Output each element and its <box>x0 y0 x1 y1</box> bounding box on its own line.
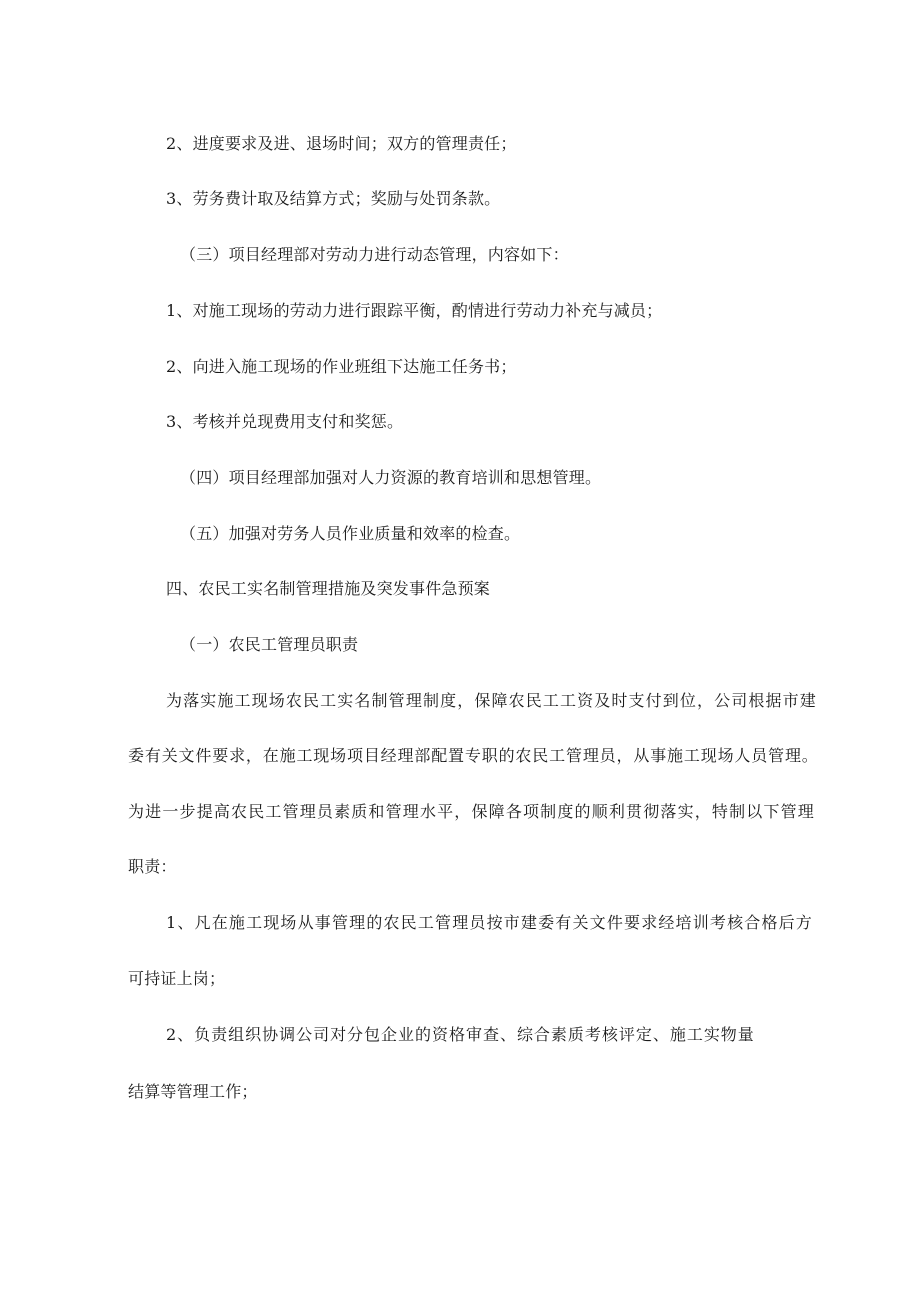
section-heading-4: （四）项目经理部加强对人力资源的教育培训和思想管理。 <box>180 468 602 487</box>
duty-item-2-line-2: 结算等管理工作； <box>128 1082 258 1101</box>
text-line-6: 3、考核并兑现费用支付和奖惩。 <box>166 412 404 431</box>
subsection-heading-1: （一）农民工管理员职责 <box>180 635 359 654</box>
duty-item-1-line-1: 1、凡在施工现场从事管理的农民工管理员按市建委有关文件要求经培训考核合格后方 <box>166 913 812 932</box>
paragraph-line-1: 为落实施工现场农民工实名制管理制度，保障农民工工资及时支付到位，公司根据市建 <box>166 691 816 710</box>
text-line-4: 1、对施工现场的劳动力进行跟踪平衡，酌情进行劳动力补充与减员； <box>166 301 663 320</box>
text-line-1: 2、进度要求及进、退场时间；双方的管理责任； <box>166 134 517 153</box>
duty-item-1-line-2: 可持证上岗； <box>128 969 226 988</box>
text-line-5: 2、向进入施工现场的作业班组下达施工任务书； <box>166 357 517 376</box>
chapter-heading-4: 四、农民工实名制管理措施及突发事件急预案 <box>166 579 491 598</box>
section-heading-5: （五）加强对劳务人员作业质量和效率的检查。 <box>180 524 521 543</box>
section-heading-3: （三）项目经理部对劳动力进行动态管理，内容如下： <box>180 245 569 264</box>
paragraph-line-2: 委有关文件要求，在施工现场项目经理部配置专职的农民工管理员，从事施工现场人员管理。 <box>128 746 818 765</box>
paragraph-line-4: 职责： <box>128 857 177 876</box>
duty-item-2-line-1: 2、负责组织协调公司对分包企业的资格审查、综合素质考核评定、施工实物量 <box>166 1025 754 1044</box>
text-line-2: 3、劳务费计取及结算方式；奖励与处罚条款。 <box>166 189 501 208</box>
paragraph-line-3: 为进一步提高农民工管理员素质和管理水平，保障各项制度的顺利贯彻落实，特制以下管理 <box>128 802 814 821</box>
